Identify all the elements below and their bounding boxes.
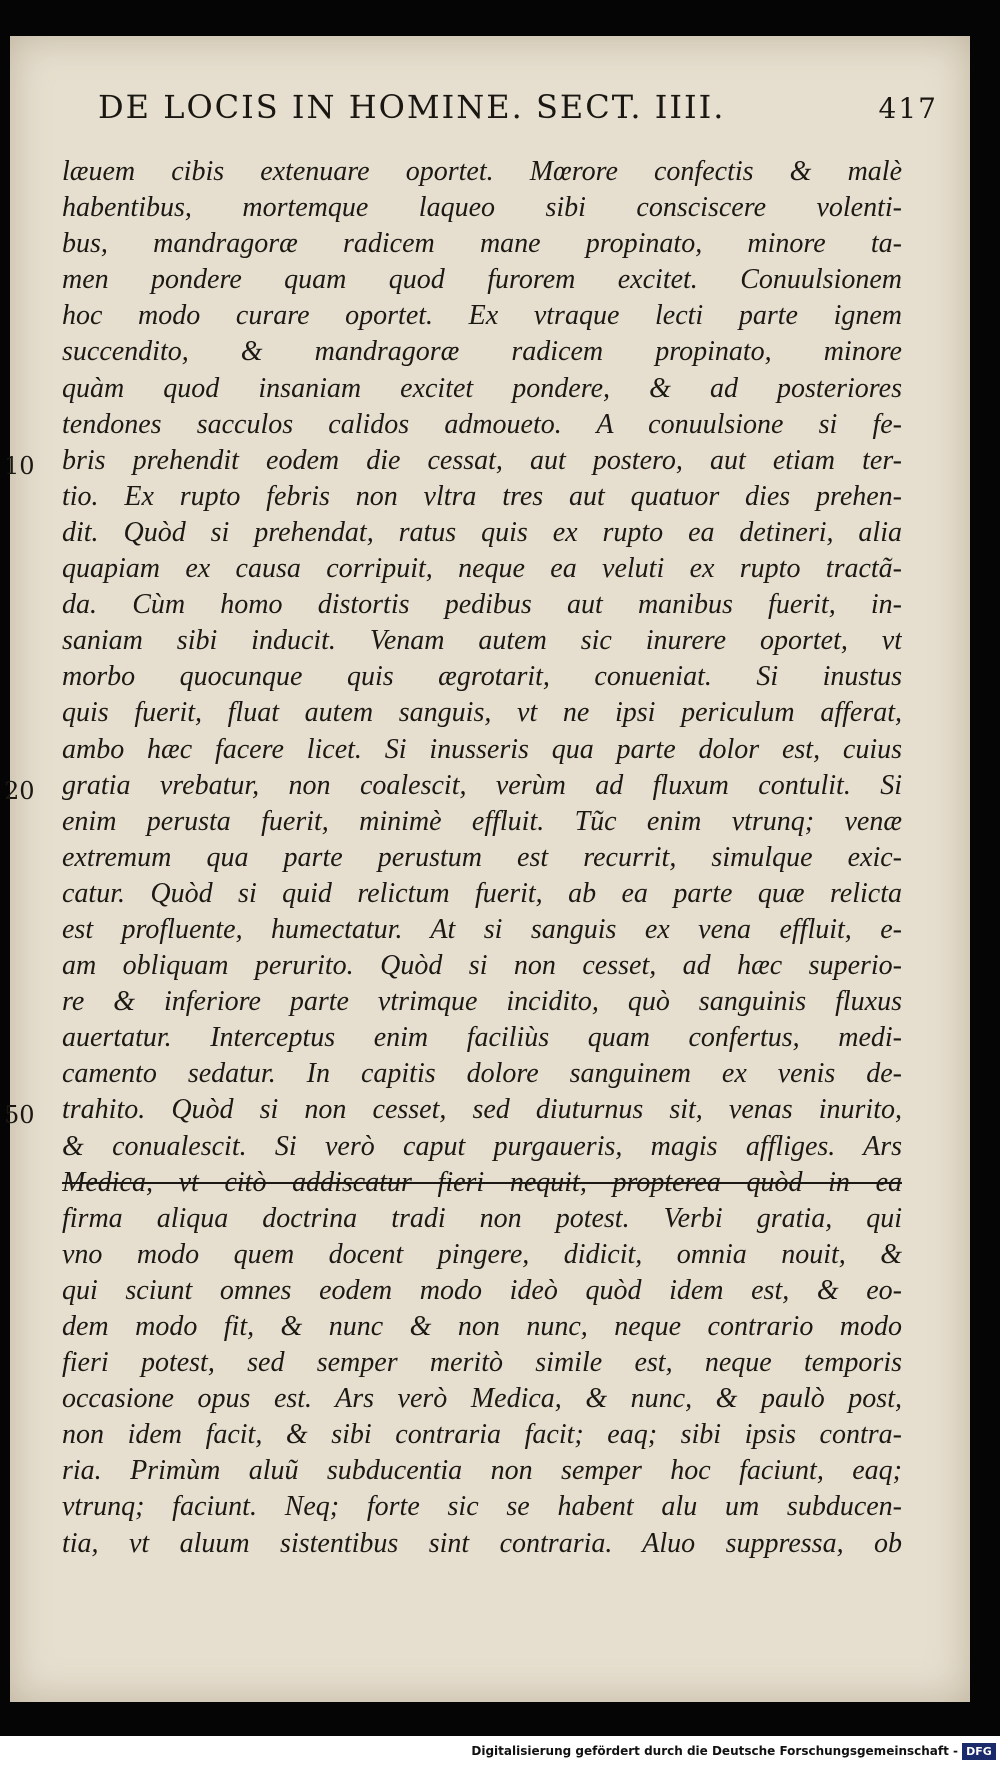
text-line: tendones sacculos calidos admoueto. A conuulsione si fe-: [62, 408, 902, 440]
text-line: qui sciunt omnes eodem modo ideò quòd idem est, & eo-: [62, 1274, 902, 1306]
funding-credit: Digitalisierung gefördert durch die Deutsche Forschungsgemeinschaft -: [471, 1744, 958, 1758]
text-line: vtrunq; faciunt. Neq; forte sic se habent alu um subducen-: [62, 1491, 902, 1523]
text-line: habentibus, mortemque laqueo sibi consciscere volenti-: [62, 192, 902, 224]
footer-bar: [0, 1736, 1000, 1768]
text-line: succendito, & mandragoræ radicem propinato, minore: [62, 336, 902, 368]
page-number: 417: [878, 92, 938, 125]
text-line: quis fuerit, fluat autem sanguis, vt ne ipsi periculum afferat,: [62, 697, 902, 729]
text-line: am obliquam perurito. Quòd si non cesset, ad hæc superio-: [62, 950, 902, 982]
text-line: quapiam ex causa corripuit, neque ea veluti ex rupto tractã-: [62, 553, 902, 585]
text-line: occasione opus est. Ars verò Medica, & nunc, & paulò post,: [62, 1383, 902, 1415]
body-text: [62, 154, 902, 1562]
text-line: re & inferiore parte vtrimque incidito, quò sanguinis fluxus: [62, 986, 902, 1018]
text-line: trahito. Quòd si non cesset, sed diuturnus sit, venas inurito,: [62, 1094, 902, 1126]
text-line: bris prehendit eodem die cessat, aut postero, aut etiam ter-: [62, 444, 902, 476]
text-line: camento sedatur. In capitis dolore sanguinem ex venis de-: [62, 1058, 902, 1090]
text-line: auertatur. Interceptus enim faciliùs quam confertus, medi-: [62, 1022, 902, 1054]
text-line: gratia vrebatur, non coalescit, verùm ad fluxum contulit. Si: [62, 769, 902, 801]
dfg-logo: DFG: [962, 1743, 996, 1760]
page-header: [98, 88, 938, 148]
text-line: catur. Quòd si quid relictum fuerit, ab ea parte quæ relicta: [62, 877, 902, 909]
text-line: dit. Quòd si prehendat, ratus quis ex rupto ea detineri, alia: [62, 516, 902, 548]
text-line: dem modo fit, & nunc & non nunc, neque contrario modo: [62, 1311, 902, 1342]
line-number-20: 20: [4, 777, 35, 805]
line-number-50: 50: [4, 1101, 35, 1129]
line-number-10: 10: [4, 452, 35, 480]
running-title: DE LOCIS IN HOMINE. SECT. IIII.: [98, 88, 726, 126]
text-line: quàm quod insaniam excitet pondere, & ad posteriores: [62, 372, 902, 404]
text-line: ambo hæc facere licet. Si inusseris qua parte dolor est, cuius: [62, 733, 902, 765]
text-line: bus, mandragoræ radicem mane propinato, minore ta-: [62, 228, 902, 260]
text-line: morbo quocunque quis ægrotarit, conueniat. Si inustus: [62, 661, 902, 693]
text-line: men pondere quam quod furorem excitet. Conuulsionem: [62, 264, 902, 296]
text-line: firma aliqua doctrina tradi non potest. Verbi gratia, qui: [62, 1202, 902, 1234]
text-line: est profluente, humectatur. At si sanguis ex vena effluit, e-: [62, 913, 902, 945]
text-line: vno modo quem docent pingere, didicit, omnia nouit, &: [62, 1238, 902, 1270]
text-line: non idem facit, & sibi contraria facit; eaq; sibi ipsis contra-: [62, 1419, 902, 1451]
text-line: & conualescit. Si verò caput purgaueris, magis affliges. Ars: [62, 1130, 902, 1162]
text-line: hoc modo curare oportet. Ex vtraque lecti parte ignem: [62, 300, 902, 332]
text-line: da. Cùm homo distortis pedibus aut manibus fuerit, in-: [62, 589, 902, 621]
text-line: tio. Ex rupto febris non vltra tres aut quatuor dies prehen-: [62, 480, 902, 512]
struck-text-line: Medica, vt citò addiscatur fieri nequit, propterea quòd in ea: [62, 1166, 902, 1198]
text-line: saniam sibi inducit. Venam autem sic inurere oportet, vt: [62, 625, 902, 657]
text-line: læuem cibis extenuare oportet. Mœrore confectis & malè: [62, 156, 902, 187]
text-line: enim perusta fuerit, minimè effluit. Tũc enim vtrunq; venæ: [62, 805, 902, 837]
text-line: tia, vt aluum sistentibus sint contraria. Aluo suppressa, ob: [62, 1527, 902, 1559]
text-line: fieri potest, sed semper meritò simile est, neque temporis: [62, 1347, 902, 1379]
text-line: extremum qua parte perustum est recurrit, simulque exic-: [62, 841, 902, 873]
text-line: ria. Primùm aluũ subducentia non semper hoc faciunt, eaq;: [62, 1455, 902, 1487]
